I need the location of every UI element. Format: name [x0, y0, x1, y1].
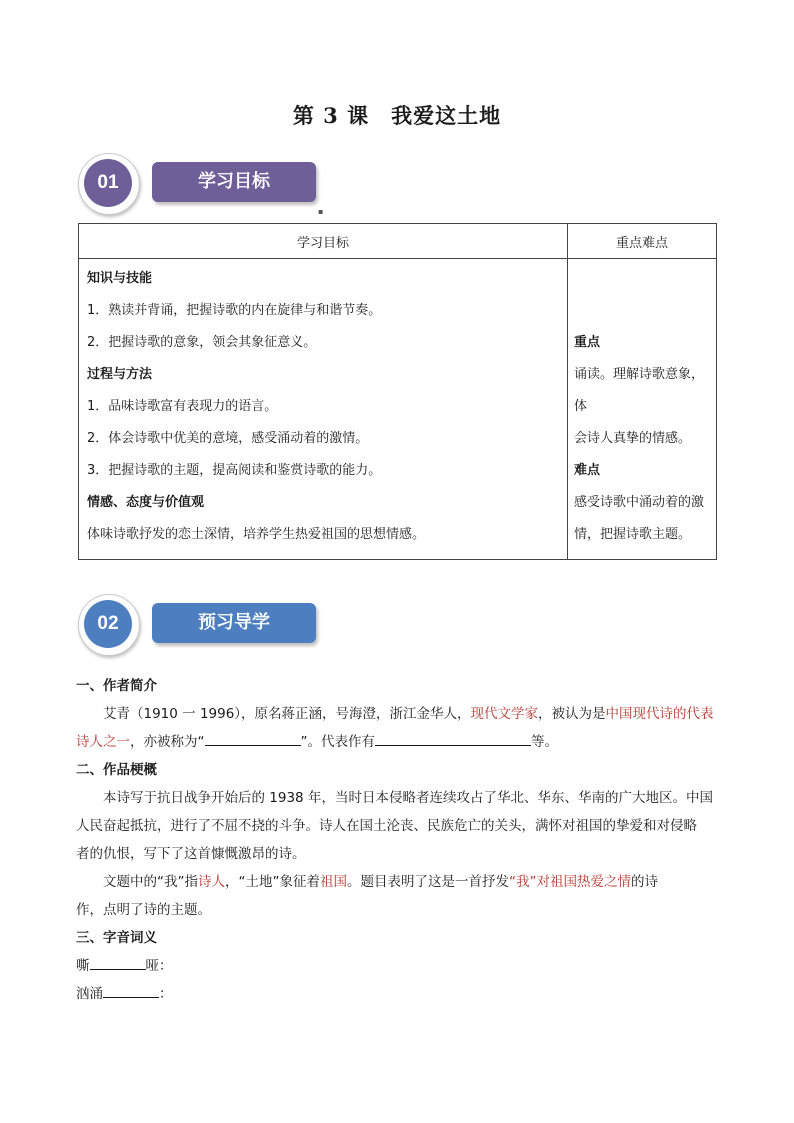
- preview-content: [76, 672, 724, 1008]
- fill-blank[interactable]: [103, 983, 159, 998]
- key-line: 诵读。理解诗歌意象，体: [574, 367, 705, 414]
- table-header: 重点难点: [568, 224, 717, 259]
- section-heading: 一、作者简介: [76, 678, 157, 694]
- key-line: 会诗人真挚的情感。: [574, 431, 692, 446]
- key-title: 重点: [574, 335, 601, 350]
- table-header: 学习目标: [79, 224, 568, 259]
- goals-table: [78, 223, 717, 560]
- key-points-cell: [568, 259, 717, 560]
- vocab-item: 嘶 哑：: [76, 952, 724, 980]
- goal-item: 1．品味诗歌富有表现力的语言。: [87, 399, 278, 414]
- fill-blank[interactable]: [375, 731, 531, 746]
- section-number: 01: [84, 159, 132, 207]
- paragraph-line: 人民奋起抵抗，进行了不屈不挠的斗争。诗人在国土沦丧、民族危亡的关头，满怀对祖国的挚爱和对侵略: [76, 818, 697, 834]
- fill-blank[interactable]: [205, 731, 301, 746]
- goal-item: 2．体会诗歌中优美的意境，感受涌动着的激情。: [87, 431, 369, 446]
- section-label: 学习目标: [152, 162, 316, 202]
- goal-item: 体味诗歌抒发的恋土深情，培养学生热爱祖国的思想情感。: [87, 527, 426, 542]
- paragraph-line: 者的仇恨，写下了这首慷慨激昂的诗。: [76, 846, 306, 862]
- paragraph-line: 作，点明了诗的主题。: [76, 902, 211, 918]
- paragraph-line: 本诗写于抗日战争开始后的 1938 年，当时日本侵略者连续攻占了华北、华东、华南的广大地区。中国: [103, 790, 713, 806]
- stray-mark: ▪: [318, 207, 324, 216]
- paragraph: 艾青（1910 一 1996），原名蒋正涵，号海澄，浙江金华人，现代文学家，被认为是中国现代诗的代表: [103, 706, 714, 722]
- goal-item: 2．把握诗歌的意象，领会其象征意义。: [87, 335, 317, 350]
- section-number: 02: [84, 600, 132, 648]
- table-row: [79, 259, 717, 560]
- goal-item: 3．把握诗歌的主题，提高阅读和鉴赏诗歌的能力。: [87, 463, 382, 478]
- table-header-row: [79, 224, 717, 259]
- goal-category: 知识与技能: [87, 271, 153, 286]
- paragraph: 文题中的“我”指诗人，“土地”象征着祖国。题目表明了这是一首抒发“我”对祖国热爱之情的诗: [103, 874, 658, 890]
- section-heading: 三、字音词义: [76, 930, 157, 946]
- fill-blank[interactable]: [90, 955, 146, 970]
- section-label: 预习导学: [152, 603, 316, 643]
- vocab-item: 汹涌 ：: [76, 980, 724, 1008]
- difficult-title: 难点: [574, 463, 601, 478]
- difficult-line: 情，把握诗歌主题。: [574, 527, 692, 542]
- difficult-line: 感受诗歌中涌动着的激: [574, 495, 705, 510]
- page-title: 第 3 课 我爱这土地: [292, 103, 502, 128]
- section-heading: 二、作品梗概: [76, 762, 157, 778]
- goal-category: 过程与方法: [87, 367, 153, 382]
- paragraph: 诗人之一，亦被称为“ ”。代表作有 等。: [76, 728, 724, 756]
- goal-item: 1．熟读并背诵，把握诗歌的内在旋律与和谐节奏。: [87, 303, 382, 318]
- goals-cell: [79, 259, 568, 560]
- goal-category: 情感、态度与价值观: [87, 495, 205, 510]
